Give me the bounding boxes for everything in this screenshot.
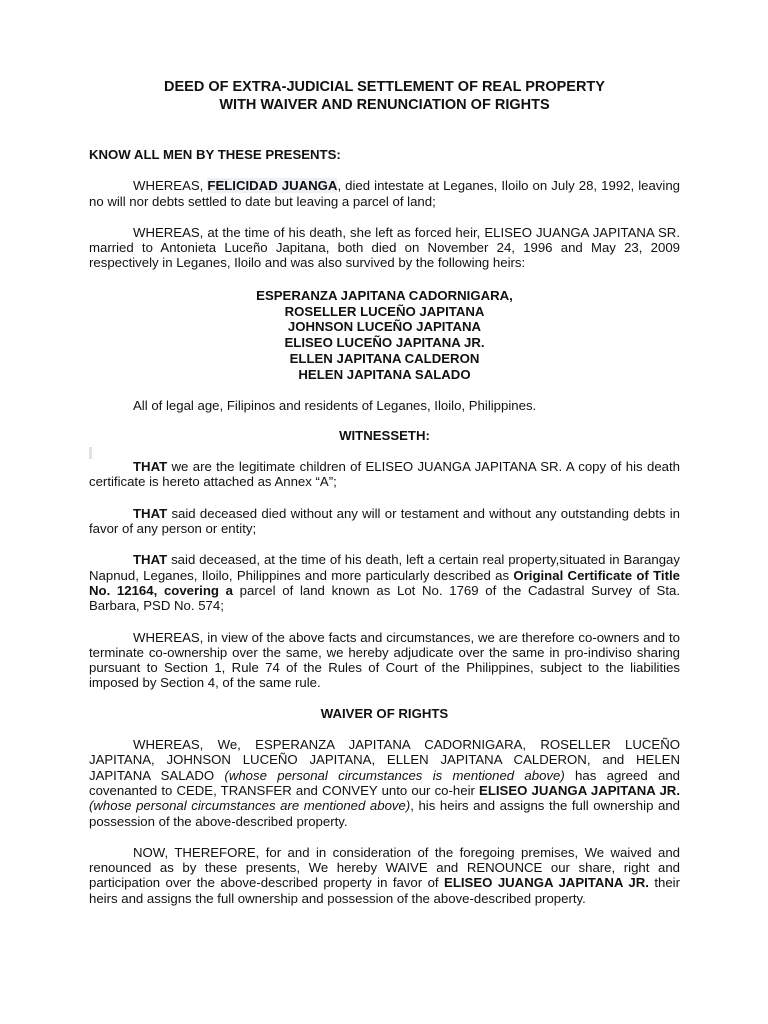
co-heir-name: ELISEO JUANGA JAPITANA JR.	[479, 782, 680, 798]
title-line-2: WITH WAIVER AND RENUNCIATION OF RIGHTS	[219, 97, 550, 113]
heir-item: ELLEN JAPITANA CALDERON	[289, 350, 480, 366]
margin-marker	[89, 447, 92, 459]
waiver-heading: WAIVER OF RIGHTS	[320, 705, 449, 721]
beneficiary-name: ELISEO JUANGA JAPITANA JR.	[444, 875, 649, 891]
heir-item: ESPERANZA JAPITANA CADORNIGARA,	[256, 287, 513, 303]
paragraph-waiver	[89, 737, 680, 829]
paragraph-whereas-1	[89, 178, 680, 209]
p1-text-b: , died intestate at Leganes, Iloilo on July 28, 1992, leaving no will nor debts settled to date but leaving a parcel of land;	[89, 178, 680, 209]
p8-italic-2: (whose personal circumstances are mentioned above)	[89, 798, 411, 814]
p8-text-c: , his heirs and assigns the full ownership and possession of the above-described property.	[89, 798, 680, 829]
witnesseth-heading: WITNESSETH:	[339, 427, 430, 443]
p8-text-b: has agreed and covenanted to CEDE, TRANSFER and CONVEY unto our co-heir	[89, 767, 680, 798]
p9-text-a: NOW, THEREFORE, for and in consideration of the foregoing premises, We waived and renounced as by these presents, We hereby WAIVE and RENOUNCE our share, right and participation over the above-described property in favor of	[89, 844, 680, 891]
heir-item: ROSELLER LUCEÑO JAPITANA	[284, 303, 485, 319]
p4-text: we are the legitimate children of ELISEO JUANGA JAPITANA SR. A copy of his death certificate is hereto attached as Annex “A”;	[89, 459, 680, 490]
p8-italic-1: (whose personal circumstances is mentioned above)	[224, 767, 565, 783]
heirs-list	[89, 288, 680, 383]
paragraph-that-2	[89, 506, 680, 537]
paragraph-that-1	[89, 459, 680, 490]
p1-text-a: WHEREAS,	[133, 178, 208, 194]
title-reference: Original Certificate of Title No. 12164, covering a	[89, 567, 680, 598]
heir-item: JOHNSON LUCEÑO JAPITANA	[287, 319, 482, 335]
p5-text: said deceased died without any will or testament and without any outstanding debts in favor of any person or entity;	[89, 505, 680, 537]
know-all-heading: KNOW ALL MEN BY THESE PRESENTS:	[89, 147, 341, 162]
deceased-name: FELICIDAD JUANGA	[207, 178, 338, 194]
paragraph-whereas-2: WHEREAS, at the time of his death, she left as forced heir, ELISEO JUANGA JAPITANA SR. married to Antonieta Luceño Japitana, both died on November 24, 1996 and May 23, 2009 respectively in Leganes, Iloilo and was also survived by the following heirs:	[89, 224, 680, 271]
paragraph-residents: All of legal age, Filipinos and residents of Leganes, Iloilo, Philippines.	[133, 397, 537, 413]
p9-text-b: their heirs and assigns the full ownership and possession of the above-described property.	[89, 875, 680, 906]
paragraph-whereas-adjudicate: WHEREAS, in view of the above facts and circumstances, we are therefore co-owners and to terminate co-ownership over the same, we hereby adjudicate over the same in pro-indiviso sharing pursuant to Section 1, Rule 74 of the Rules of Court of the Philippines, subject to the liabilities imposed by Section 4, of the same rule.	[89, 629, 680, 691]
that-keyword: THAT	[133, 552, 168, 568]
paragraph-now-therefore	[89, 845, 680, 906]
heir-item: ELISEO LUCEÑO JAPITANA JR.	[284, 335, 485, 351]
p8-text-a: WHEREAS, We, ESPERANZA JAPITANA CADORNIGARA, ROSELLER LUCEÑO JAPITANA, JOHNSON LUCEÑO JAPITANA, ELLEN JAPITANA CALDERON, and HELEN JAPITANA SALADO	[89, 737, 680, 783]
that-keyword: THAT	[133, 459, 168, 475]
document-title	[89, 78, 680, 114]
heir-item: HELEN JAPITANA SALADO	[298, 366, 471, 382]
p6-text-b: parcel of land known as Lot No. 1769 of the Cadastral Survey of Sta. Barbara, PSD No. 574;	[89, 582, 680, 614]
title-line-1: DEED OF EXTRA-JUDICIAL SETTLEMENT OF REAL PROPERTY	[164, 79, 605, 95]
paragraph-that-3	[89, 552, 680, 613]
that-keyword: THAT	[133, 505, 168, 521]
p6-text-a: said deceased, at the time of his death, left a certain real property,situated in Barangay Napnud, Leganes, Iloilo, Philippines and more particularly described as	[89, 552, 680, 583]
